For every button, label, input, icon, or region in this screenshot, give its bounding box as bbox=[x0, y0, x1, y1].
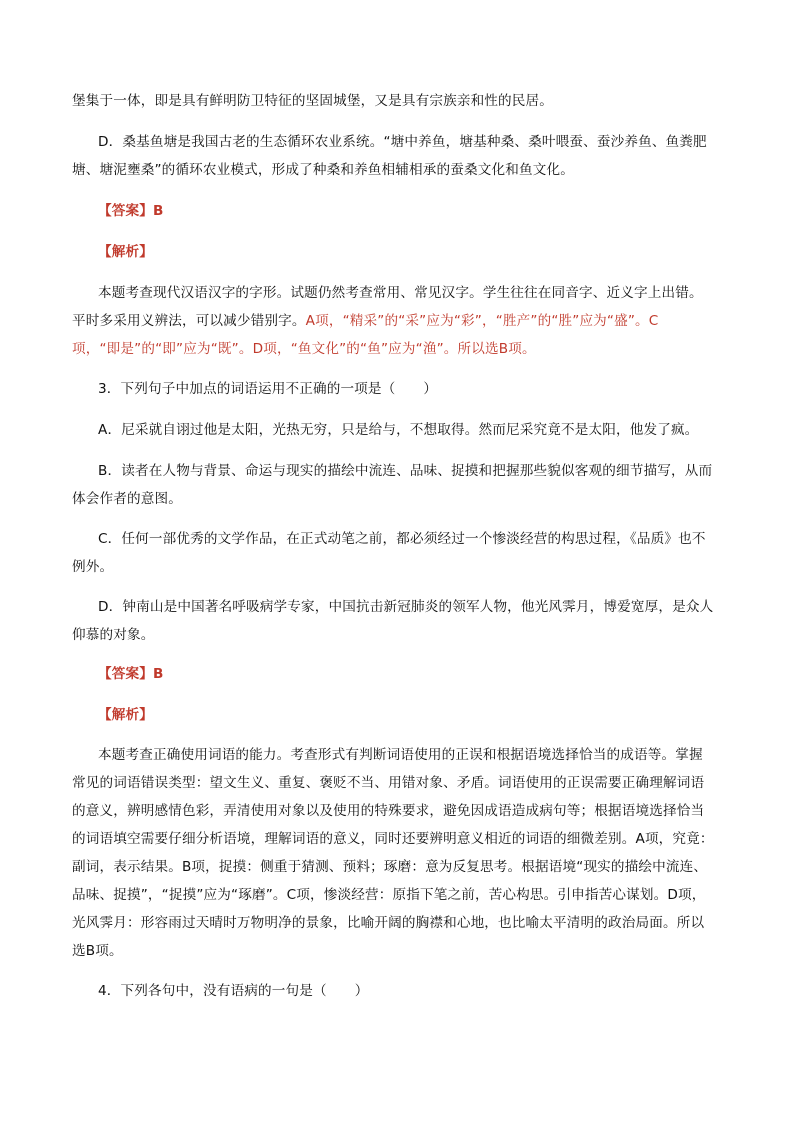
q2-analysis-line1: 本题考查现代汉语汉字的字形。试题仍然考查常用、常见汉字。学生往往在同音字、近义字上出错。 bbox=[98, 285, 703, 301]
q3-option-d-line2: 仰慕的对象。 bbox=[72, 627, 155, 643]
q4-stem-text: 4．下列各句中，没有语病的一句是（ bbox=[98, 983, 327, 999]
q3-analysis-line5: 副词，表示结果。B项，捉摸：侧重于猜测、预料；琢磨：意为反复思考。根据语境“现实的描绘中流连、 bbox=[72, 859, 708, 875]
q3-analysis-line3: 的意义，辨明感情色彩，弄清使用对象以及使用的特殊要求，避免因成语造成病句等；根据语境选择恰当 bbox=[72, 803, 705, 819]
q2-answer bbox=[98, 202, 164, 220]
q3-analysis-line7: 光风霁月：形容雨过天晴时万物明净的景象，比喻开阔的胸襟和心地，也比喻太平清明的政治局面。所以 bbox=[72, 915, 705, 931]
q2-option-d-line2: 塘、塘泥壅桑”的循环农业模式，形成了种桑和养鱼相辅相承的蚕桑文化和鱼文化。 bbox=[72, 162, 574, 178]
q3-analysis-line2: 常见的词语错误类型：望文生义、重复、褒贬不当、用错对象、矛盾。词语使用的正误需要正确理解词语 bbox=[72, 775, 705, 791]
q3-option-b-line2: 体会作者的意图。 bbox=[72, 491, 182, 507]
q2-analysis-label bbox=[98, 243, 153, 261]
answer-label: 【答案】 bbox=[98, 666, 153, 682]
q2-analysis-line2 bbox=[72, 312, 658, 330]
q4-stem bbox=[98, 982, 368, 1000]
q3-option-c-line1: C．任何一部优秀的文学作品，在正式动笔之前，都必须经过一个惨淡经营的构思过程，《品质》也不 bbox=[98, 531, 706, 547]
q3-option-a: A．尼采就自诩过他是太阳，光热无穷，只是给与，不想取得。然而尼采究竟不是太阳，他发了疯。 bbox=[98, 422, 699, 438]
q2-analysis-line3: 项，“即是”的“即”应为“既”。D项，“鱼文化”的“鱼”应为“渔”。所以选B项。 bbox=[72, 341, 536, 357]
q2-analysis-line2-text: 平时多采用义辨法，可以减少错别字。 bbox=[72, 313, 306, 329]
answer-value: B bbox=[152, 203, 164, 219]
q2-analysis-line2-highlight: A项，“精采”的“采”应为“彩”，“胜产”的“胜”应为“盛”。C bbox=[305, 313, 659, 329]
q3-answer bbox=[98, 665, 164, 683]
analysis-label: 【解析】 bbox=[98, 707, 153, 723]
q3-option-b-line1: B．读者在人物与背景、命运与现实的描绘中流连、品味、捉摸和把握那些貌似客观的细节描写，从而 bbox=[98, 463, 713, 479]
q4-stem-close: ） bbox=[354, 983, 369, 999]
q3-option-d-line1: D．钟南山是中国著名呼吸病学专家，中国抗击新冠肺炎的领军人物，他光风霁月，博爱宽厚，是众人 bbox=[98, 599, 714, 615]
q3-analysis-label bbox=[98, 706, 153, 724]
q3-analysis-line8: 选B项。 bbox=[72, 943, 123, 959]
q2-option-c-continuation: 堡集于一体，即是具有鲜明防卫特征的坚固城堡，又是具有宗族亲和性的民居。 bbox=[72, 93, 554, 109]
analysis-label: 【解析】 bbox=[98, 244, 153, 260]
q3-analysis-line4: 的词语填空需要仔细分析语境，理解词语的意义，同时还要辨明意义相近的词语的细微差别。A项，究竟： bbox=[72, 831, 714, 847]
q3-stem-close: ） bbox=[423, 381, 438, 397]
answer-label: 【答案】 bbox=[98, 203, 153, 219]
q3-analysis-line1: 本题考查正确使用词语的能力。考查形式有判断词语使用的正误和根据语境选择恰当的成语等。掌握 bbox=[98, 747, 703, 763]
q3-analysis-line6: 品味、捉摸”，“捉摸”应为“琢磨”。C项，惨淡经营：原指下笔之前，苦心构思。引申指苦心谋划。D项， bbox=[72, 887, 706, 903]
q2-option-d-line1: D．桑基鱼塘是我国古老的生态循环农业系统。“塘中养鱼，塘基种桑、桑叶喂蚕、蚕沙养鱼、鱼粪肥 bbox=[98, 134, 707, 150]
q3-stem bbox=[98, 380, 437, 398]
answer-value: B bbox=[152, 666, 164, 682]
q3-option-c-line2: 例外。 bbox=[72, 559, 114, 575]
q3-stem-text: 3．下列句子中加点的词语运用不正确的一项是（ bbox=[98, 381, 396, 397]
